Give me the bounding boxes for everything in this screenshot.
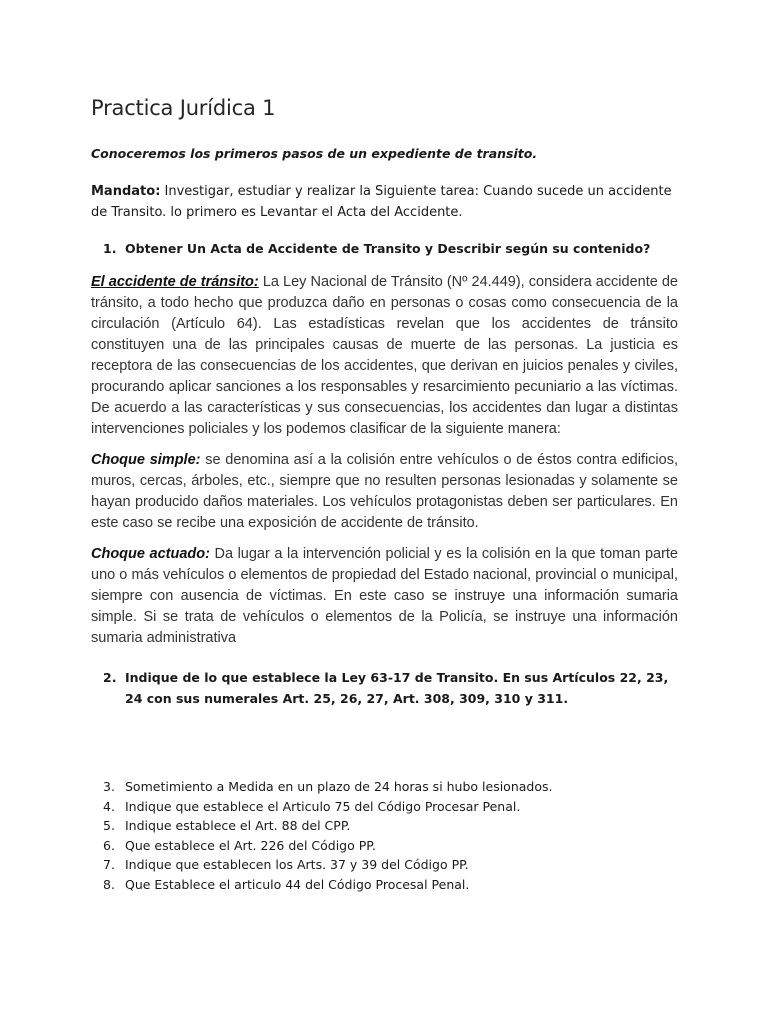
choque-actuado-term: Choque actuado: [91, 546, 210, 562]
question-1-text: Obtener Un Acta de Accidente de Transito y Describir según su contenido? [125, 241, 651, 256]
accident-text: La Ley Nacional de Tránsito (Nº 24.449), considera accidente de tránsito, a todo hecho que produzca daño en personas o cosas como consecuencia de la circulación (Artículo 64). Las estadísticas revelan que los accidentes de tránsito constituyen una de las principales causas de muerte de las personas. La justicia es receptora de las consecuencias de los accidentes, que derivan en juicios penales y civiles, procurando aplicar sanciones a los responsables y resarcimiento pecuniario a las víctimas. De acuerdo a las características y sus consecuencias, los accidentes dan lugar a distintas intervenciones policiales y los podemos clasificar de la siguiente manera: [91, 274, 679, 437]
list-item [103, 816, 678, 836]
list-item-text: Que Establece el articulo 44 del Código Procesal Penal. [125, 876, 470, 892]
question-2-number: 2. [103, 670, 117, 685]
list-item-text: Sometimiento a Medida en un plazo de 24 horas si hubo lesionados. [125, 779, 553, 794]
subtitle: Conoceremos los primeros pasos de un expediente de transito. [91, 146, 538, 161]
choque-simple-paragraph [91, 450, 678, 534]
choque-simple-term: Choque simple: [91, 452, 201, 468]
mandate-text: Investigar, estudiar y realizar la Siguiente tarea: Cuando sucede un accidente de Transito. lo primero es Levantar el Acta del Accidente. [91, 184, 672, 220]
list-item-number: 7. [103, 857, 115, 873]
list-item [103, 875, 678, 895]
list-item [103, 836, 678, 856]
choque-actuado-text: Da lugar a la intervención policial y es la colisión en la que toman parte uno o más vehículos o elementos de propiedad del Estado nacional, provincial o municipal, siempre con ausencia de víctimas. En este caso se instruye una información sumaria simple. Si se trata de vehículos o elementos de la Policía, se instruye una información sumaria administrativa [91, 546, 678, 646]
list-item [103, 855, 678, 875]
question-list [103, 777, 678, 895]
list-item-text: Que establece el Art. 226 del Código PP. [125, 837, 376, 853]
accident-definition-paragraph [91, 272, 678, 440]
mandate-paragraph [91, 181, 678, 223]
question-2-text: Indique de lo que establece la Ley 63-17 de Transito. En sus Artículos 22, 23, 24 con sus numerales Art. 25, 26, 27, Art. 308, 309, 310 y 311. [125, 670, 669, 706]
mandate-lead: Mandato: [91, 184, 161, 199]
list-item-number: 6. [103, 837, 115, 853]
choque-simple-text: se denomina así a la colisión entre vehículos o de éstos contra edificios, muros, cercas, árboles, etc., siempre que no resulten personas lesionadas y solamente se hayan producido daños materiales. Los vehículos protagonistas deben ser particulares. En este caso se recibe una exposición de accidente de tránsito. [91, 452, 678, 531]
list-item-text: Indique que establece el Articulo 75 del Código Procesar Penal. [125, 798, 521, 814]
list-item-number: 4. [103, 798, 115, 814]
document-page [91, 96, 678, 895]
list-item-number: 5. [103, 818, 115, 834]
list-item [103, 797, 678, 817]
list-item-number: 8. [103, 876, 115, 892]
list-item-text: Indique que establecen los Arts. 37 y 39 del Código PP. [125, 857, 469, 873]
list-item-number: 3. [103, 779, 115, 794]
accident-term: El accidente de tránsito: [91, 274, 259, 290]
question-2 [103, 667, 678, 709]
list-item-text: Indique establece el Art. 88 del CPP. [125, 818, 351, 834]
question-1-number: 1. [103, 241, 117, 256]
choque-actuado-paragraph [91, 544, 678, 649]
list-item [103, 777, 678, 797]
page-title: Practica Jurídica 1 [91, 96, 276, 120]
question-1 [103, 241, 678, 256]
